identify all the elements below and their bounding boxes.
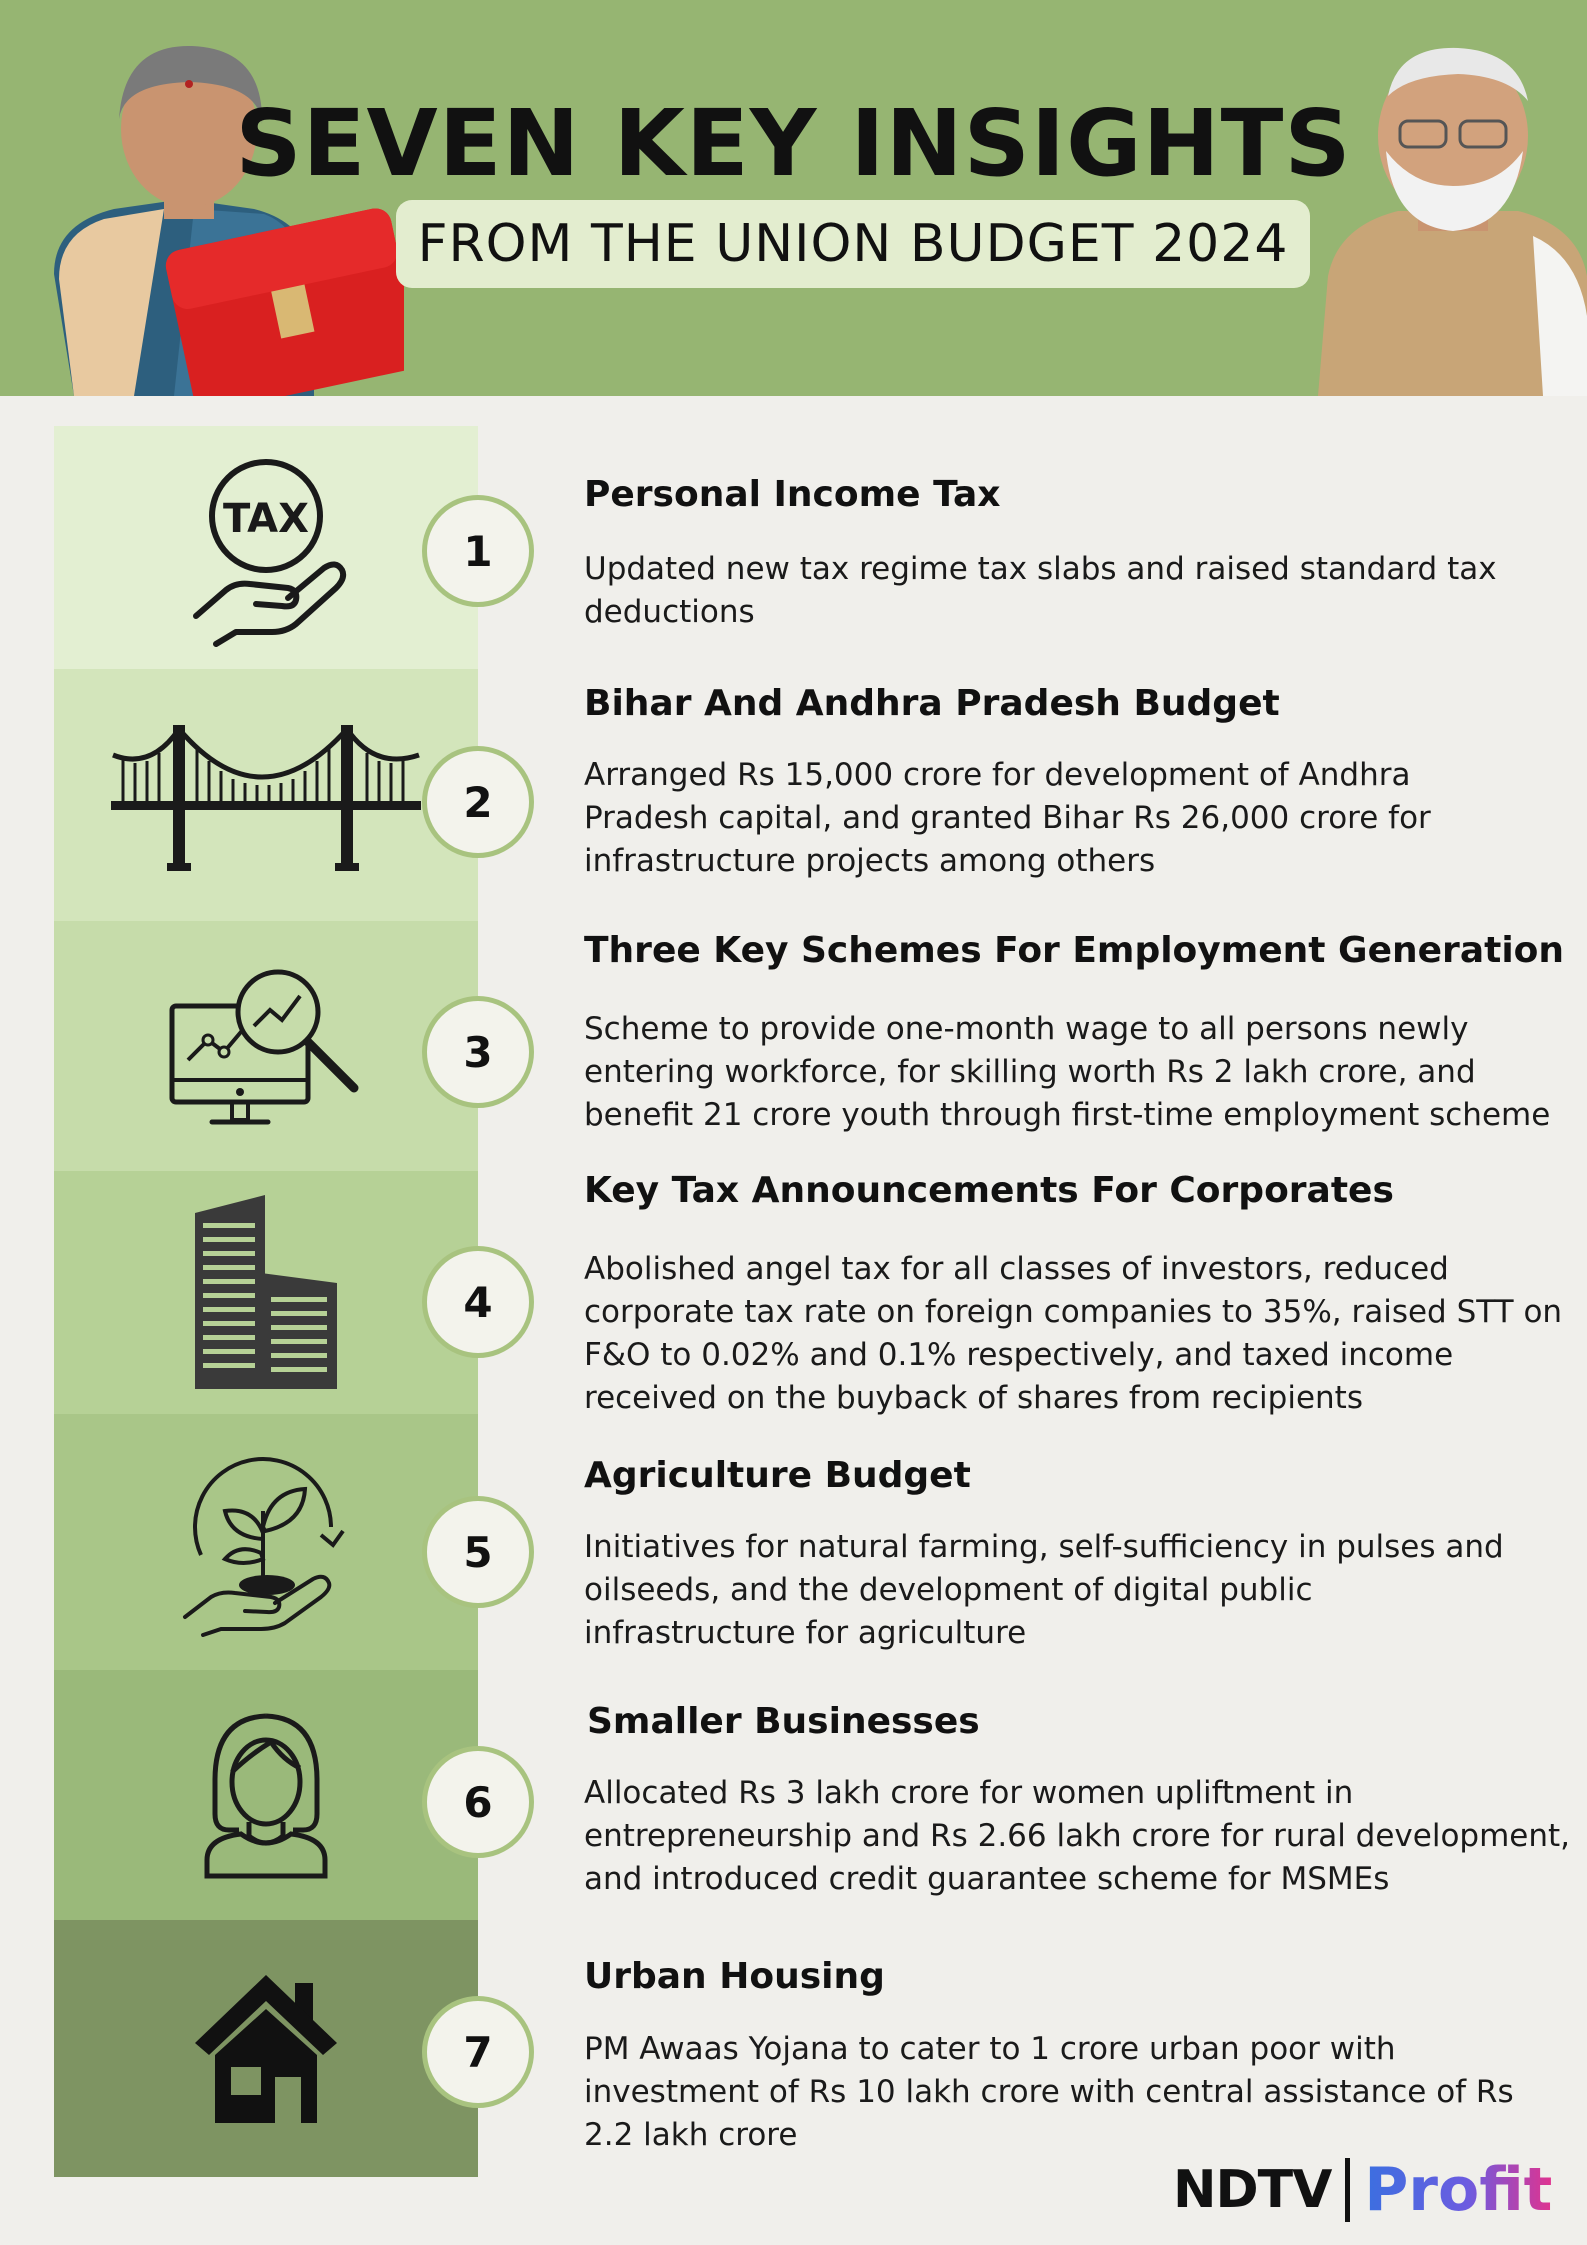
item-4-description: Abolished angel tax for all classes of investors, reduced corporate tax rate on foreign companies to 35%, raised STT on F&O to 0.02% and 0.1% respectively, and taxed income received on the buyback of shares from recipients (584, 1251, 1563, 1416)
svg-text:TAX: TAX (223, 495, 309, 542)
item-3-icon-box (54, 921, 478, 1171)
item-7-title: Urban Housing (584, 1956, 885, 1997)
item-2-number: 2 (422, 746, 534, 858)
house-icon (191, 1969, 341, 2129)
item-7-icon-box (54, 1920, 478, 2177)
item-6-number: 6 (422, 1746, 534, 1858)
item-2-icon-box (54, 669, 478, 921)
item-2-description: Arranged Rs 15,000 crore for development of Andhra Pradesh capital, and granted Bihar Rs 26,000 crore for infrastructure projects among others (584, 757, 1431, 879)
item-7-number: 7 (422, 1996, 534, 2108)
suspension-bridge-icon (111, 715, 421, 875)
item-1-description: Updated new tax regime tax slabs and raised standard tax deductions (584, 551, 1497, 630)
tax-hand-icon (176, 448, 356, 648)
item-5-number: 5 (422, 1496, 534, 1608)
item-5-icon-box (54, 1414, 478, 1670)
item-7-description: PM Awaas Yojana to cater to 1 crore urban poor with investment of Rs 10 lakh crore with central assistance of Rs 2.2 lakh crore (584, 2031, 1514, 2153)
item-3-number: 3 (422, 996, 534, 1108)
logo-brand: NDTV (1173, 2160, 1332, 2220)
minister-portrait (14, 24, 404, 396)
item-3-description: Scheme to provide one-month wage to all persons newly entering workforce, for skilling worth Rs 2 lakh crore, and benefit 21 crore youth through first-time employment scheme (584, 1011, 1551, 1133)
logo-product: Profit (1364, 2155, 1553, 2225)
item-4-number: 4 (422, 1246, 534, 1358)
item-3-title: Three Key Schemes For Employment Generation (584, 930, 1565, 971)
prime-minister-portrait (1318, 36, 1587, 396)
item-6-title: Smaller Businesses (587, 1701, 980, 1742)
item-4-icon-box (54, 1171, 478, 1414)
page-title: SEVEN KEY INSIGHTS (235, 90, 1352, 197)
header-banner (0, 0, 1587, 396)
item-5-description: Initiatives for natural farming, self-sufficiency in pulses and oilseeds, and the development of digital public infrastructure for agriculture (584, 1529, 1504, 1651)
item-1-title: Personal Income Tax (584, 474, 1001, 515)
page-subtitle: FROM THE UNION BUDGET 2024 (396, 200, 1310, 288)
item-2-title: Bihar And Andhra Pradesh Budget (584, 683, 1280, 724)
item-4-title: Key Tax Announcements For Corporates (584, 1170, 1394, 1211)
item-5-title: Agriculture Budget (584, 1455, 971, 1496)
item-1-icon-box (54, 426, 478, 669)
ndtv-profit-logo (1173, 2155, 1563, 2225)
logo-divider (1345, 2158, 1350, 2222)
item-6-icon-box (54, 1670, 478, 1920)
plant-in-hand-icon (181, 1447, 351, 1637)
monitor-analytics-icon (166, 956, 366, 1136)
woman-avatar-icon (201, 1710, 331, 1880)
item-1-number: 1 (422, 495, 534, 607)
office-buildings-icon (191, 1193, 341, 1393)
item-6-description: Allocated Rs 3 lakh crore for women upliftment in entrepreneurship and Rs 2.66 lakh crore for rural development, and introduced credit guarantee scheme for MSMEs (584, 1775, 1571, 1897)
